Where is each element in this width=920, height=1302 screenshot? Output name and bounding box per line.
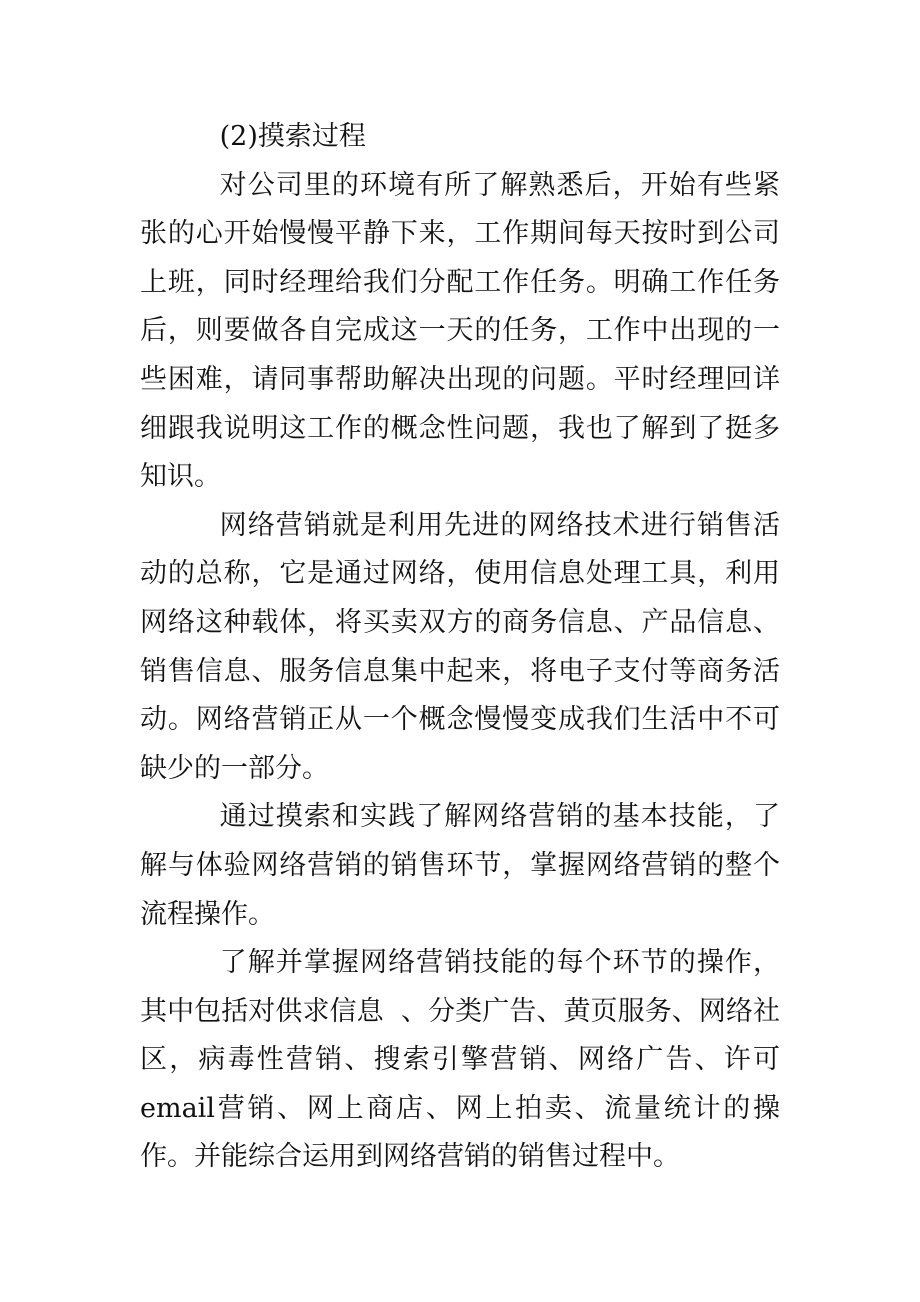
document-body [140, 113, 780, 1182]
section-heading: (2)摸索过程 [219, 121, 366, 152]
paragraph-operations: 了解并掌握网络营销技能的每个环节的操作，其中包括对供求信息 、分类广告、黄页服务、网络社区，病毒性营销、搜索引擎营销、网络广告、许可email营销、网上商店、网上拍卖、流量统计的操作。并能综合运用到网络营销的销售过程中。 [140, 947, 780, 1173]
paragraph-network-marketing-definition: 网络营销就是利用先进的网络技术进行销售活动的总称，它是通过网络，使用信息处理工具，利用网络这种载体，将买卖双方的商务信息、产品信息、销售信息、服务信息集中起来，将电子支付等商务活动。网络营销正从一个概念慢慢变成我们生活中不可缺少的一部分。 [140, 509, 780, 784]
paragraph-environment: 对公司里的环境有所了解熟悉后，开始有些紧张的心开始慢慢平静下来，工作期间每天按时到公司上班，同时经理给我们分配工作任务。明确工作任务后，则要做各自完成这一天的任务，工作中出现的一些困难，请同事帮助解决出现的问题。平时经理回详细跟我说明这工作的概念性问题，我也了解到了挺多知识。 [140, 169, 780, 493]
paragraph-skills-learning: 通过摸索和实践了解网络营销的基本技能，了解与体验网络营销的销售环节，掌握网络营销的整个流程操作。 [140, 801, 780, 930]
